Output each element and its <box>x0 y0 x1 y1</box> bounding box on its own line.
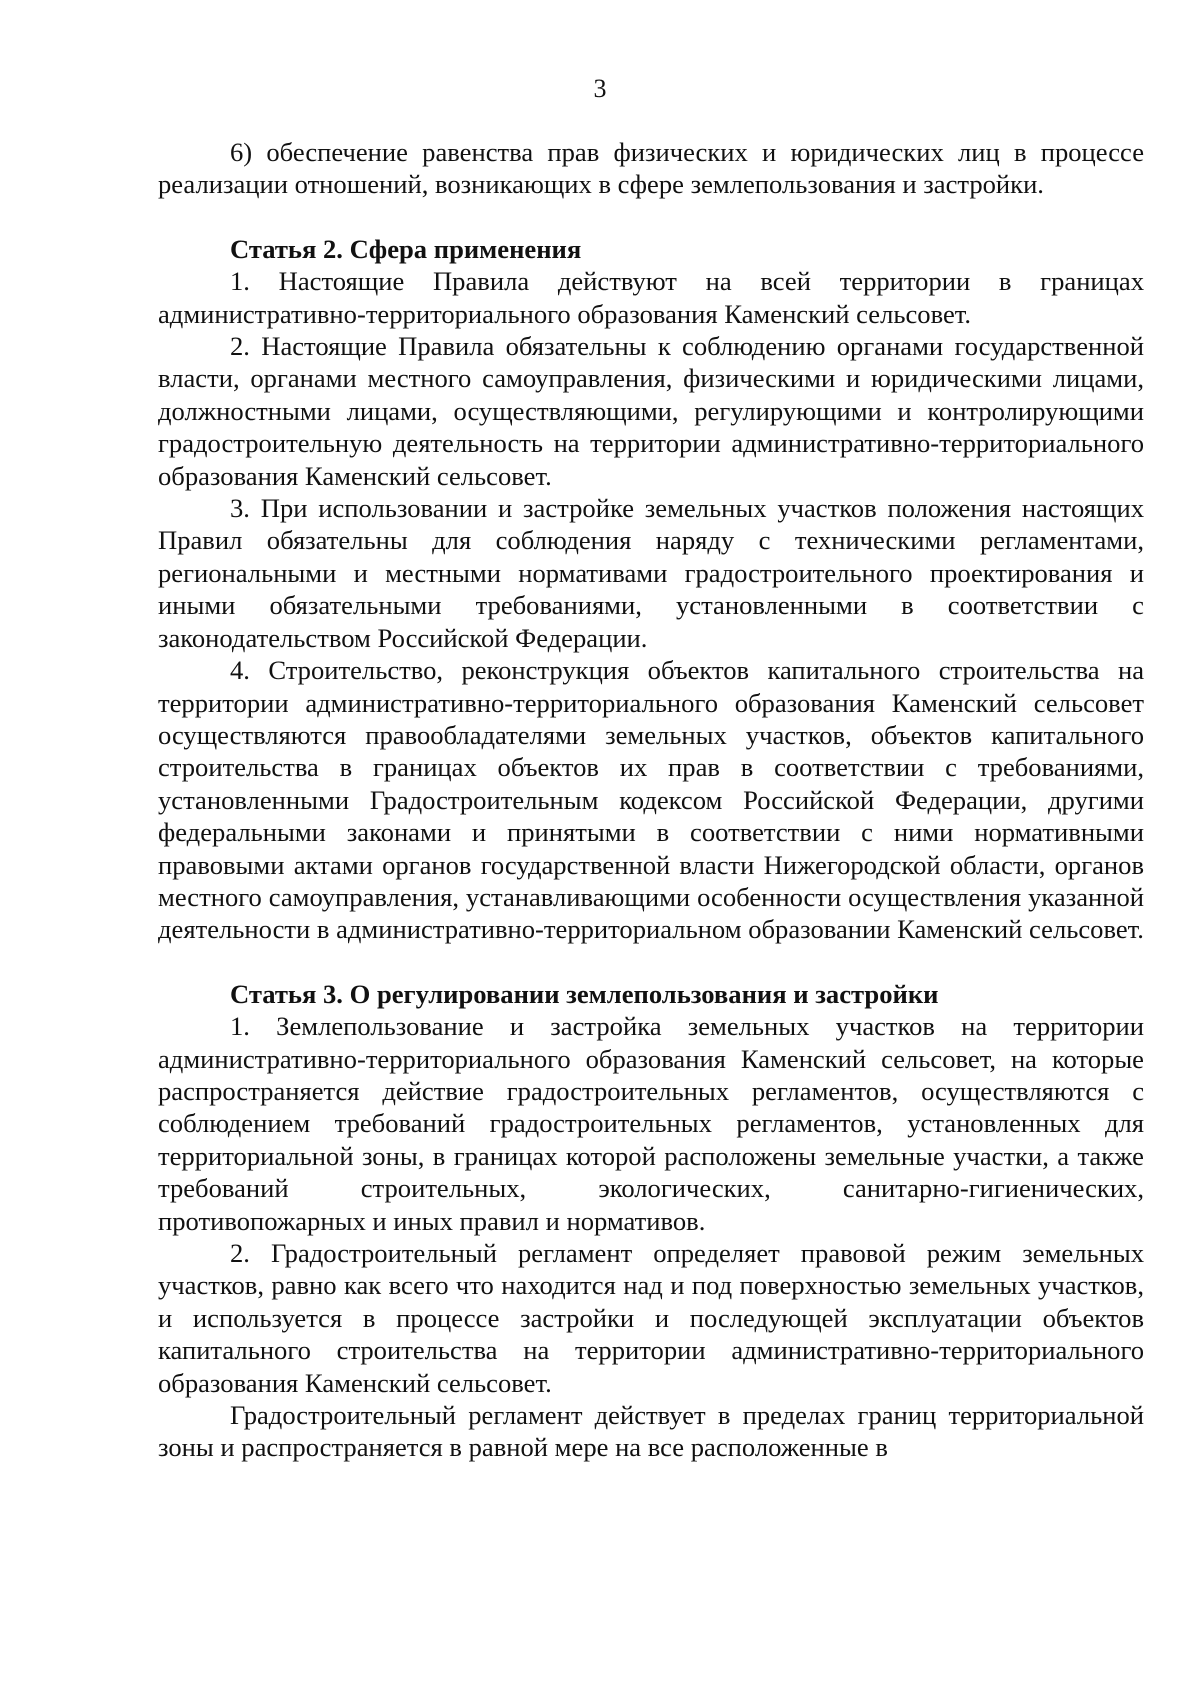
article-2 <box>158 233 1144 946</box>
article-2-paragraph-4: 4. Строительство, реконструкция объектов капитального строительства на территории административно-территориального образования Каменский сельсовет осуществляются правообладателями земельных участков, объектов капитального строительства в границах объектов их прав в соответствии с требованиями, установленными Градостроительным кодексом Российской Федерации, другими федеральными законами и принятыми в соответствии с ними нормативными правовыми актами органов государственной власти Нижегородской области, органов местного самоуправления, устанавливающими особенности осуществления указанной деятельности в административно-территориальном образовании Каменский сельсовет. <box>158 655 1144 945</box>
article-3-paragraph-1: 1. Землепользование и застройка земельных участков на территории административно-территориального образования Каменский сельсовет, на которые распространяется действие градостроительных регламентов, осуществляются с соблюдением требований градостроительных регламентов, установленных для территориальной зоны, в границах которой расположены земельные участки, а также требований строительных, экологических, санитарно-гигиенических, противопожарных и иных правил и нормативов. <box>158 1011 1144 1236</box>
article-3-paragraph-3: Градостроительный регламент действует в пределах границ территориальной зоны и распространяется в равной мере на все расположенные в <box>158 1400 1144 1463</box>
article-2-paragraph-2: 2. Настоящие Правила обязательны к соблюдению органами государственной власти, органами местного самоуправления, физическими и юридическими лицами, должностными лицами, осуществляющими, регулирующими и контролирующими градостроительную деятельность на территории административно-территориального образования Каменский сельсовет. <box>158 331 1144 491</box>
article-2-paragraph-1: 1. Настоящие Правила действуют на всей территории в границах административно-территориального образования Каменский сельсовет. <box>158 266 1144 329</box>
article-3-heading: Статья 3. О регулировании землепользования и застройки <box>230 978 939 1009</box>
article-3 <box>158 978 1144 1464</box>
article-2-paragraph-3: 3. При использовании и застройке земельных участков положения настоящих Правил обязательны для соблюдения наряду с техническими регламентами, региональными и местными нормативами градостроительного проектирования и иными обязательными требованиями, установленными в соответствии с законодательством Российской Федерации. <box>158 493 1144 653</box>
paragraph-item-6: 6) обеспечение равенства прав физических и юридических лиц в процессе реализации отношений, возникающих в сфере землепользования и застройки. <box>158 137 1144 200</box>
page-number: 3 <box>593 74 607 103</box>
document-body <box>158 136 1144 1464</box>
article-2-heading: Статья 2. Сфера применения <box>230 233 582 264</box>
spacer <box>158 946 1144 978</box>
article-3-paragraph-2: 2. Градостроительный регламент определяет правовой режим земельных участков, равно как всего что находится над и под поверхностью земельных участков, и используется в процессе застройки и последующей эксплуатации объектов капитального строительства на территории административно-территориального образования Каменский сельсовет. <box>158 1238 1144 1398</box>
spacer <box>158 201 1144 233</box>
